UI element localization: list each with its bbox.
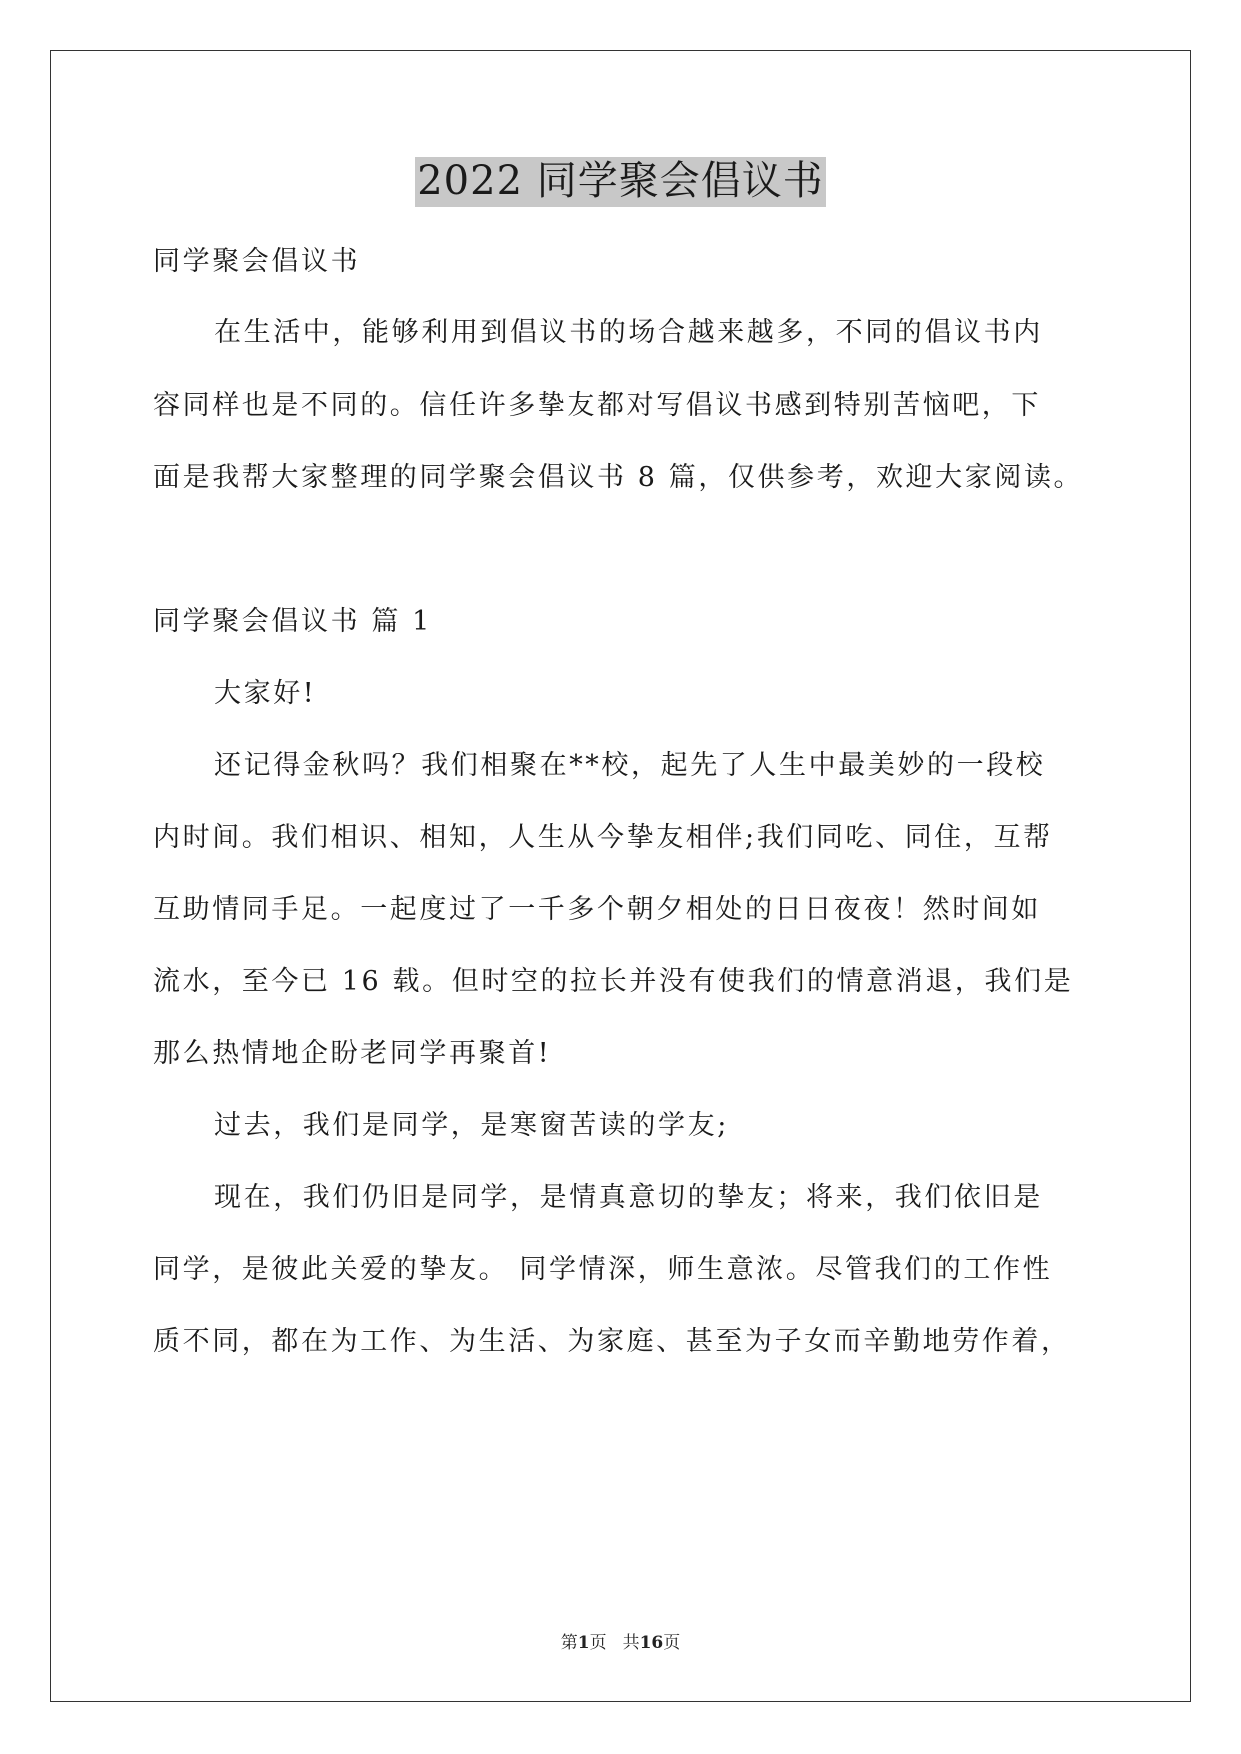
body-line-5: 那么热情地企盼老同学再聚首! xyxy=(153,1038,552,1069)
footer-total-prefix: 共 xyxy=(622,1633,640,1653)
page-footer xyxy=(0,1628,1241,1653)
footer-page-total: 16 xyxy=(639,1633,664,1653)
document-title-text: 2022 同学聚会倡议书 xyxy=(415,157,826,207)
document-title xyxy=(0,157,1241,207)
intro-line-2: 容同样也是不同的。信任许多挚友都对写倡议书感到特别苦恼吧，下 xyxy=(153,390,1041,421)
footer-page-current: 1 xyxy=(577,1633,590,1653)
body-line-2: 内时间。我们相识、相知，人生从今挚友相伴;我们同吃、同住，互帮 xyxy=(153,822,1053,853)
intro-line-1: 在生活中，能够利用到倡议书的场合越来越多，不同的倡议书内 xyxy=(214,317,1043,348)
body-line-6: 过去，我们是同学，是寒窗苦读的学友; xyxy=(214,1110,729,1141)
footer-page-prefix: 第 xyxy=(560,1633,578,1653)
footer-page-suffix: 页 xyxy=(589,1633,607,1653)
body-line-3: 互助情同手足。一起度过了一千多个朝夕相处的日日夜夜！然时间如 xyxy=(153,894,1041,925)
document-subtitle: 同学聚会倡议书 xyxy=(153,246,361,277)
footer-total-suffix: 页 xyxy=(663,1633,681,1653)
section-heading: 同学聚会倡议书 篇 1 xyxy=(153,606,432,637)
body-line-1: 还记得金秋吗？我们相聚在**校，起先了人生中最美妙的一段校 xyxy=(214,750,1046,781)
intro-line-3: 面是我帮大家整理的同学聚会倡议书 8 篇，仅供参考，欢迎大家阅读。 xyxy=(153,462,1084,493)
page-border xyxy=(50,50,1191,1702)
body-line-8: 同学，是彼此关爱的挚友。 同学情深，师生意浓。尽管我们的工作性 xyxy=(153,1254,1053,1285)
body-line-4: 流水，至今已 16 载。但时空的拉长并没有使我们的情意消退，我们是 xyxy=(153,966,1074,997)
body-line-9: 质不同，都在为工作、为生活、为家庭、甚至为子女而辛勤地劳作着， xyxy=(153,1326,1071,1357)
greeting: 大家好! xyxy=(214,678,317,709)
body-line-7: 现在，我们仍旧是同学，是情真意切的挚友；将来，我们依旧是 xyxy=(214,1182,1043,1213)
